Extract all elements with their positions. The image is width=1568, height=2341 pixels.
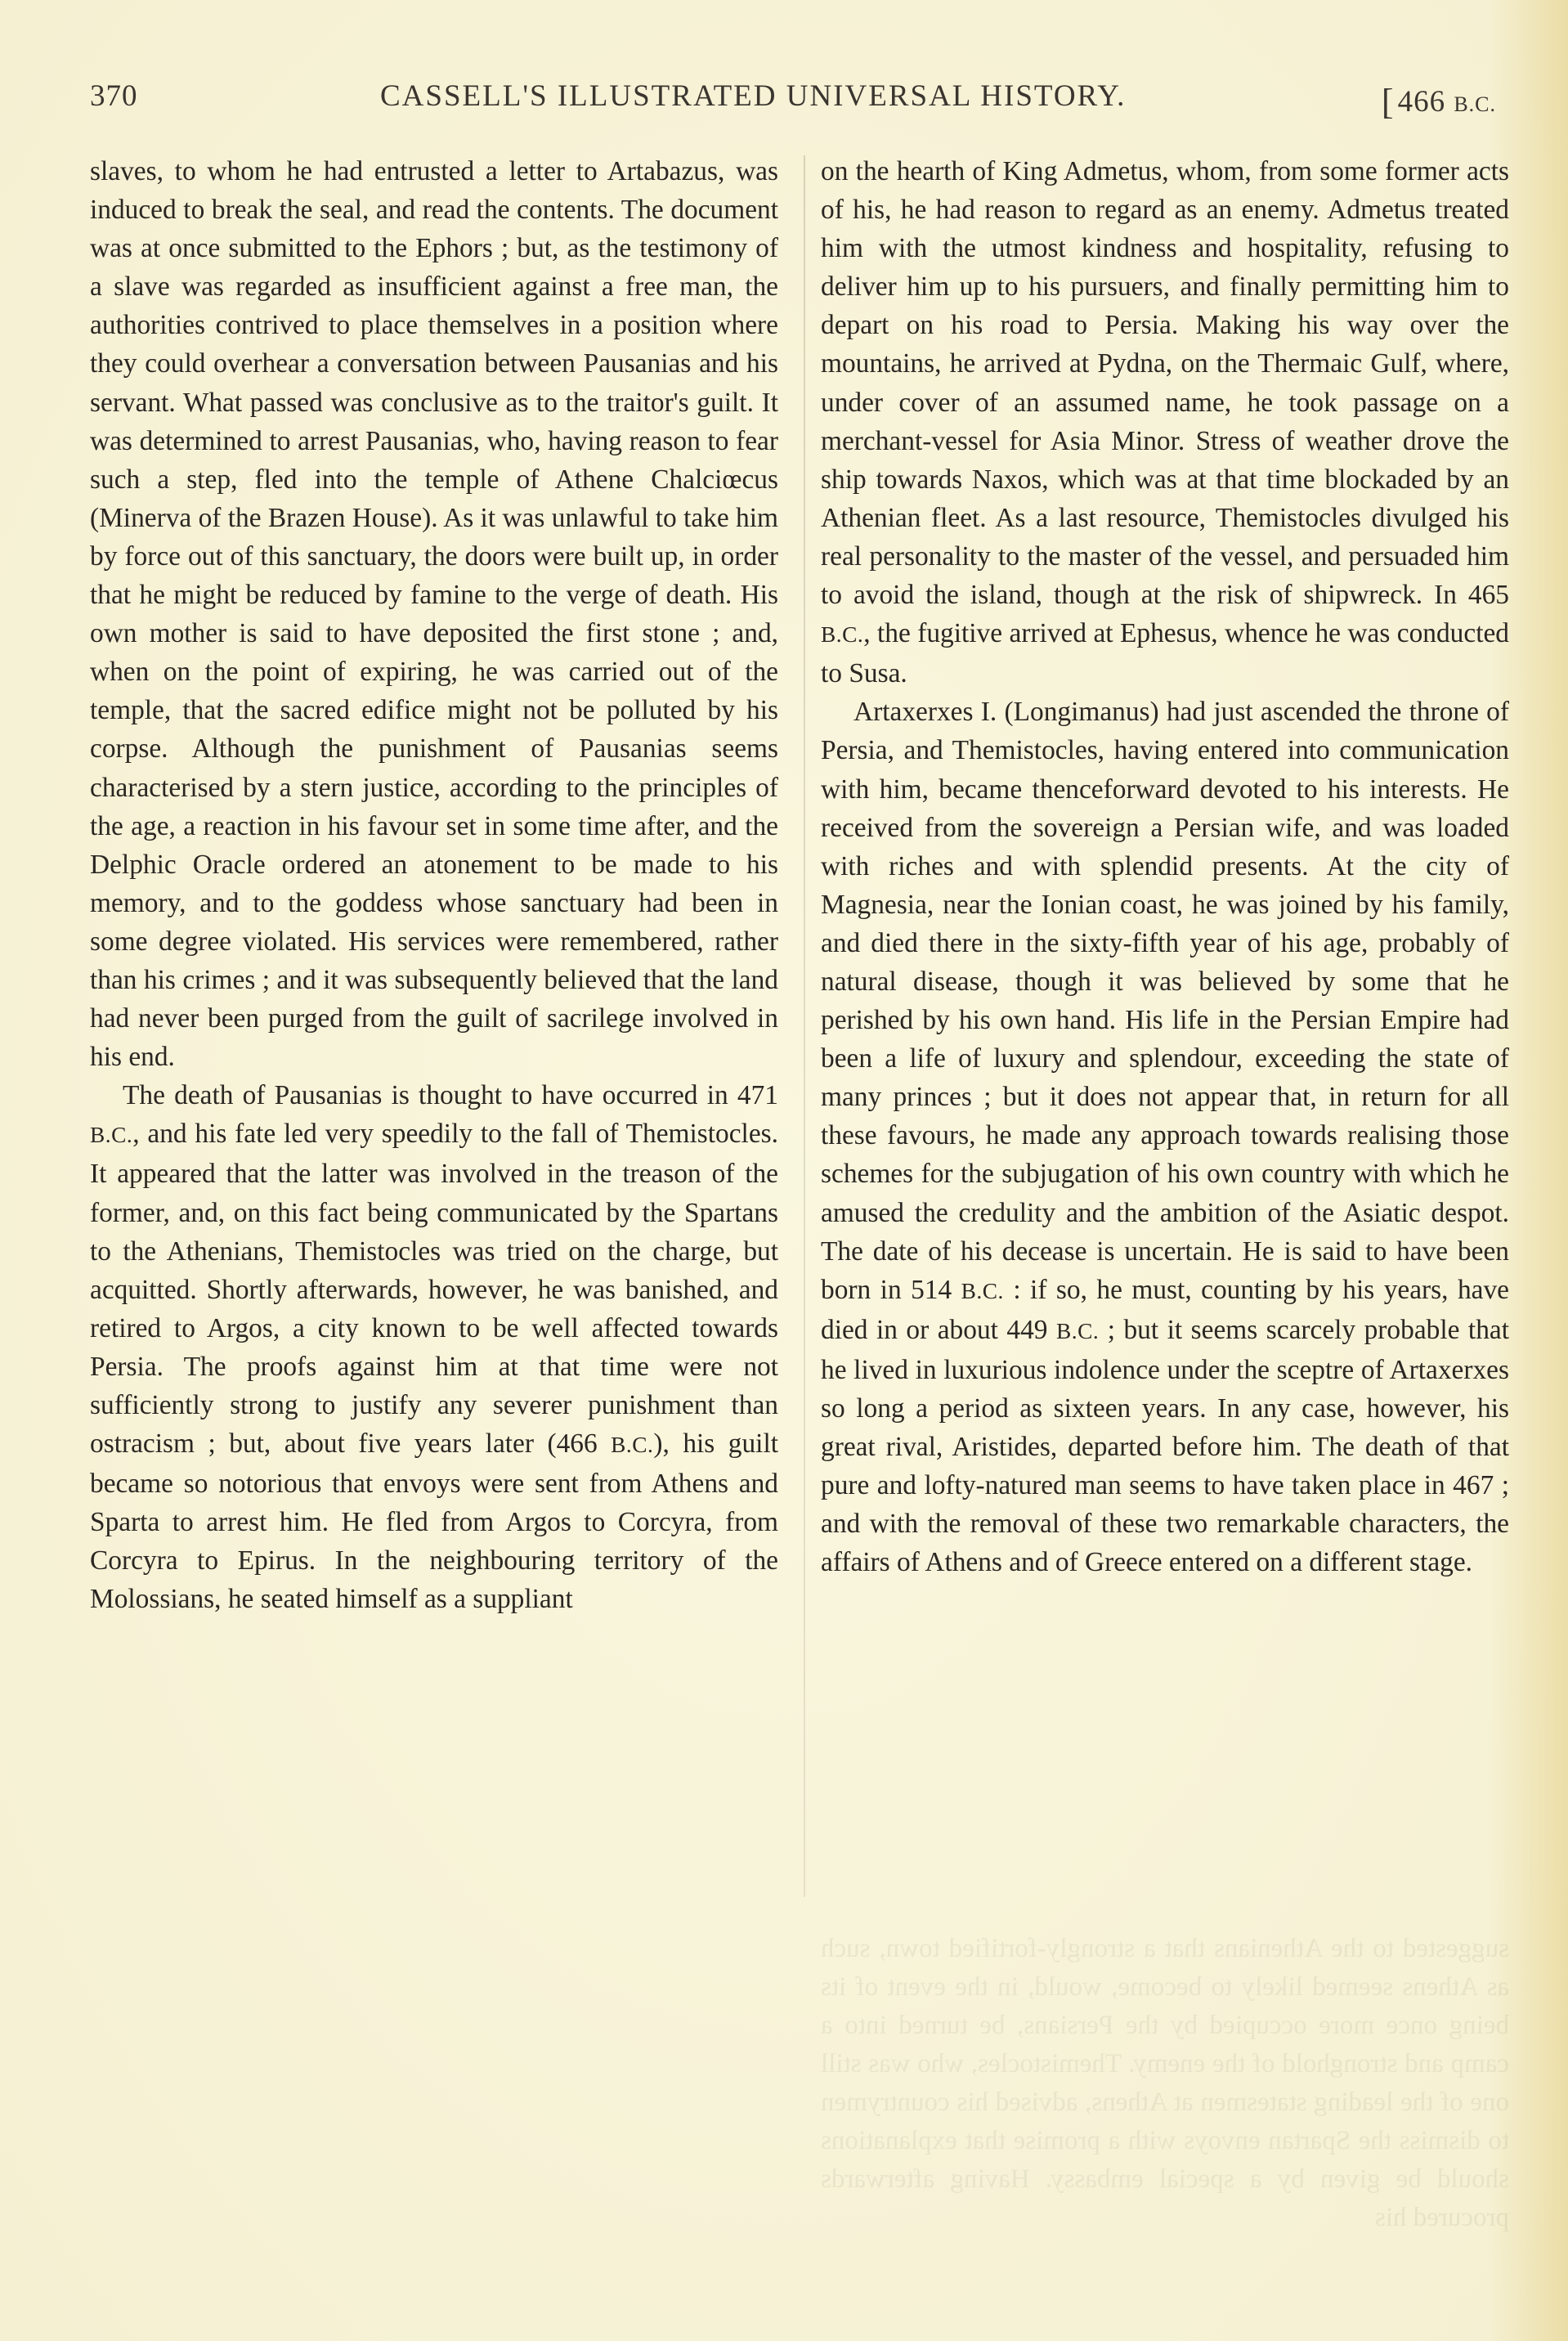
right-column [821, 152, 1509, 1581]
running-date [1382, 78, 1496, 120]
text-run: on the hearth of King Admetus, whom, from some former acts of his, he had reason to regard as an enemy. Admetus treated him with the utmost kindness and hospitality, refusing to deliver him up to his pursuers, and finally permitting him to depart on his road to Persia. Making his way over the mountains, he arrived at Pydna, on the Thermaic Gulf, where, under cover of an assumed name, he took passage on a merchant-vessel for Asia Minor. Stress of weather drove the ship towards Naxos, which was at that time blockaded by an Athenian fleet. As a last resource, Themistocles divulged his real personality to the master of the vessel, and persuaded him to avoid the island, though at the risk of shipwreck. In 465 [821, 156, 1509, 611]
page-number: 370 [90, 79, 138, 113]
date-number: 466 [1397, 85, 1446, 119]
era-abbreviation: B.C. [611, 1433, 654, 1458]
text-run: slaves, to whom he had entrusted a letter to Artabazus, was induced to break the seal, and read the contents. The document was at once submitted to the Ephors ; but, as the testimony of a slave was regarded as insufficient against a free man, the authorities contrived to place themselves in a position where they could overhear a conversation between Pausanias and his servant. What passed was conclusive as to the traitor's guilt. It was determined to arrest Pausanias, who, having reason to fear such a step, fled into the temple of Athene Chalciœcus (Minerva of the Brazen House). As it was unlawful to take him by force out of this sanctuary, the doors were built up, in order that he might be reduced by famine to the verge of death. His own mother is said to have deposited the first stone ; and, when on the point of expiring, he was carried out of the temple, that the sacred edifice might not be polluted by his corpse. Although the punishment of Pausanias seems characterised by a stern justice, according to the principles of the age, a reaction in his favour set in some time after, and the Delphic Oracle ordered an atonement to be made to his memory, and to the goddess whose sanctuary had been in some degree violated. His services were remembered, rather than his crimes ; and it was subsequently believed that the land had never been purged from the guilt of sacrilege involved in his end. [90, 156, 778, 1073]
paragraph [90, 1076, 778, 1618]
text-run: , and his fate led very speedily to the fall of Themistocles. It appeared that the latter was involved in the treason of the former, and, on this fact being communicated by the Spartans to the Athenians, Themistocles was tried on the charge, but acquitted. Shortly afterwards, however, he was banished, and retired to Argos, a city known to be well affected towards Persia. The proofs against him at that time were not sufficiently strong to justify any severer punishment than ostracism ; but, about five years later (466 [90, 1119, 778, 1460]
era-abbreviation: B.C. [90, 1123, 133, 1148]
date-era: B.C. [1454, 92, 1496, 116]
text-run: ; but it seems scarcely probable that he lived in luxurious indolence under the sceptre of Artaxerxes so long a period as sixteen years. In any case, however, his great rival, Aristides, departed before him. The death of that pure and lofty-natured man seems to have taken place in 467 ; and with the removal of these two remarkable characters, the affairs of Athens and of Greece entered on a different stage. [821, 1314, 1509, 1578]
paragraph [821, 693, 1509, 1581]
column-divider [804, 155, 805, 1897]
show-through-text: suggested to the Athenians that a strongly-fortified town, such as Athens seemed likely to become, would, in the event of its being once more occupied by the Persians, be turned into a camp and stronghold of the enemy. Themistocles, who was still one of the leading statesmen at Athens, advised his countrymen to dismiss the Spartan envoys with a promise that explanations should be given by a special embassy. Having afterwards procured his [821, 1934, 1509, 2232]
left-column [90, 152, 778, 1619]
paragraph [90, 152, 778, 1076]
text-run: The death of Pausanias is thought to have occurred in 471 [123, 1080, 778, 1111]
text-run: , the fugitive arrived at Ephesus, whence he was conducted to Susa. [821, 618, 1509, 689]
running-head [90, 78, 1496, 128]
running-title: CASSELL'S ILLUSTRATED UNIVERSAL HISTORY. [380, 79, 1127, 113]
text-run: : if so, he must, counting by his years, have died in or about 449 [821, 1274, 1509, 1345]
era-abbreviation: B.C. [1056, 1318, 1100, 1343]
text-run: Artaxerxes I. (Longimanus) had just ascended the throne of Persia, and Themistocles, having entered into communication with him, became thenceforward devoted to his interests. He received from the sovereign a Persian wife, and was loaded with riches and with splendid presents. At the city of Magnesia, near the Ionian coast, he was joined by his family, and died there in the sixty-fifth year of his age, probably of natural disease, though it was believed by some that he perished by his own hand. His life in the Persian Empire had been a life of luxury and splendour, exceeding the state of many princes ; but it does not appear that, in return for all these favours, he made any approach towards realising those schemes for the subjugation of his own country with which he amused the credulity and the ambition of the Asiatic despot. The date of his decease is uncertain. He is said to have been born in 514 [821, 697, 1509, 1305]
text-run: ), his guilt became so notorious that envoys were sent from Athens and Sparta to arrest him. He fled from Argos to Corcyra, from Corcyra to Epirus. In the neighbouring territory of the Molossians, he seated himself as a suppliant [90, 1428, 779, 1615]
era-abbreviation: B.C. [821, 622, 864, 648]
era-abbreviation: B.C. [961, 1278, 1004, 1303]
bracket-glyph: [ [1381, 82, 1395, 122]
paragraph [821, 152, 1509, 693]
